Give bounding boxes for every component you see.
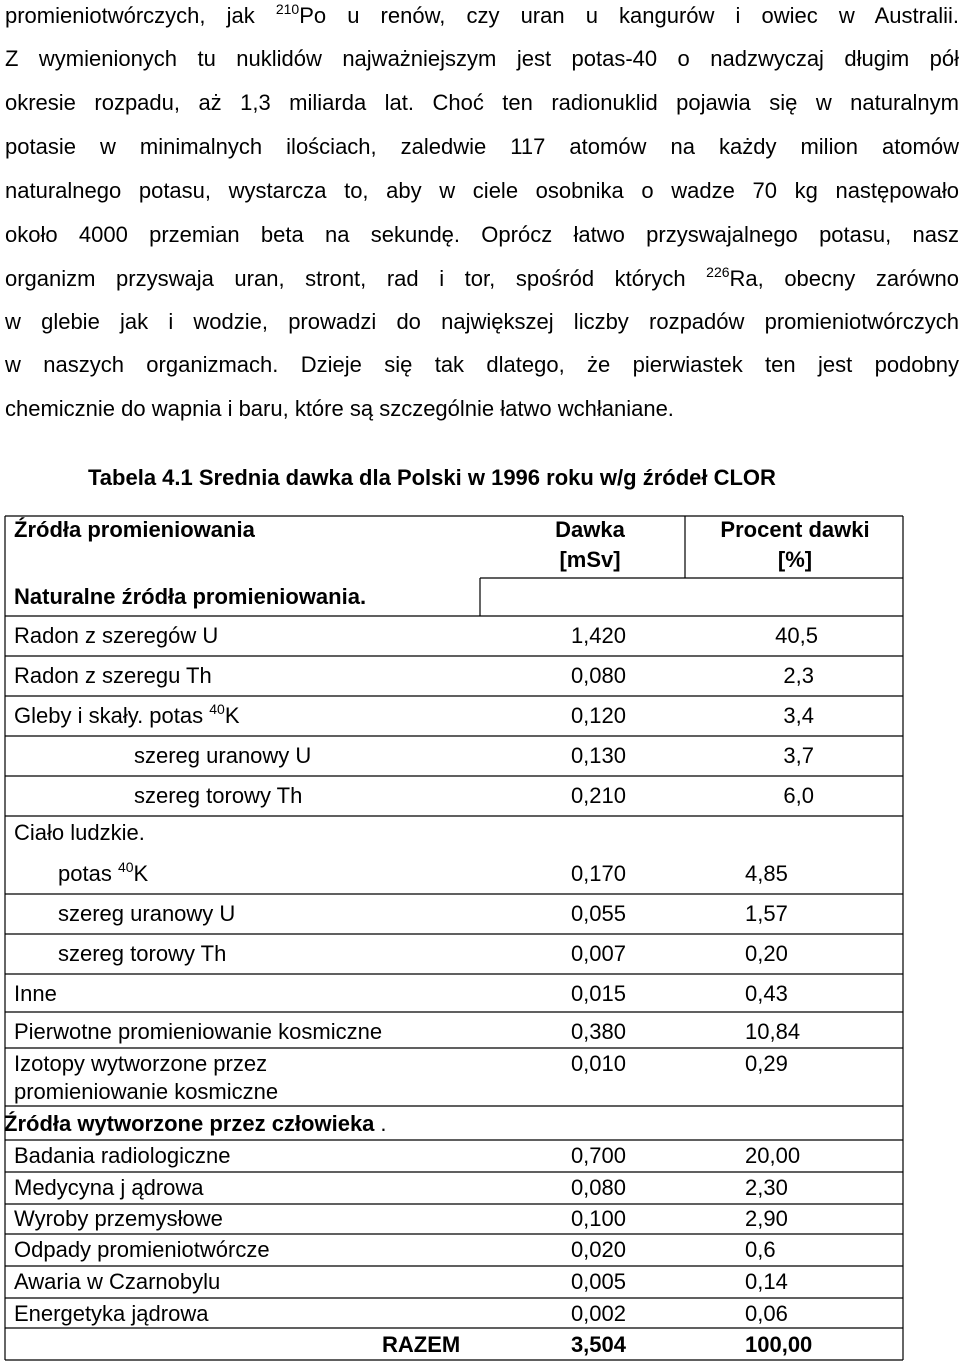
paragraph-line: chemicznie do wapnia i baru, które są szczególnie łatwo wchłaniane. bbox=[5, 396, 674, 421]
paragraph-line: potasie w minimalnych ilościach, zaledwie 117 atomów na każdy milion atomów bbox=[5, 134, 959, 159]
paragraph-line: Z wymienionych tu nuklidów najważniejszym jest potas-40 o nadzwyczaj długim pół bbox=[5, 46, 959, 71]
paragraph-line: naturalnego potasu, wystarcza to, aby w ciele osobnika o wadze 70 kg następowało bbox=[5, 178, 959, 203]
mass-number-superscript: 210 bbox=[275, 1, 300, 17]
paragraph-line: około 4000 przemian beta na sekundę. Oprócz łatwo przyswajalnego potasu, nasz bbox=[5, 222, 959, 247]
table-caption: Tabela 4.1 Srednia dawka dla Polski w 1996 roku w/g źródeł CLOR bbox=[88, 465, 776, 490]
paragraph-line: w naszych organizmach. Dzieje się tak dlatego, że pierwiastek ten jest podobny bbox=[5, 352, 959, 377]
subsection-heading-body: Ciało ludzkie. bbox=[14, 820, 145, 845]
header-source: Źródła promieniowania bbox=[14, 517, 255, 542]
header-dose: Dawka [mSv] bbox=[555, 517, 625, 572]
section-heading-manmade: Źródła wytworzone przez człowieka . bbox=[4, 1111, 387, 1136]
mass-number-superscript: 226 bbox=[706, 264, 730, 280]
paragraph-line: organizm przyswaja uran, stront, rad i tor, spośród których $^{226}$Ra, obecny zarówno bbox=[5, 264, 959, 291]
paragraph-line: okresie rozpadu, aż 1,3 miliarda lat. Choć ten radionuklid pojawia się w naturalnym bbox=[5, 90, 959, 115]
paragraph-line: promieniotwórczych, jak $^{210}$Po u renów, czy uran u kangurów i owiec w Australii. bbox=[5, 1, 959, 28]
paragraph-line: w glebie jak i wodzie, prowadzi do największej liczby rozpadów promieniotwórczych bbox=[5, 309, 959, 334]
section-heading-natural: Naturalne źródła promieniowania. bbox=[14, 584, 367, 609]
header-percent: Procent dawki [%] bbox=[720, 517, 870, 572]
